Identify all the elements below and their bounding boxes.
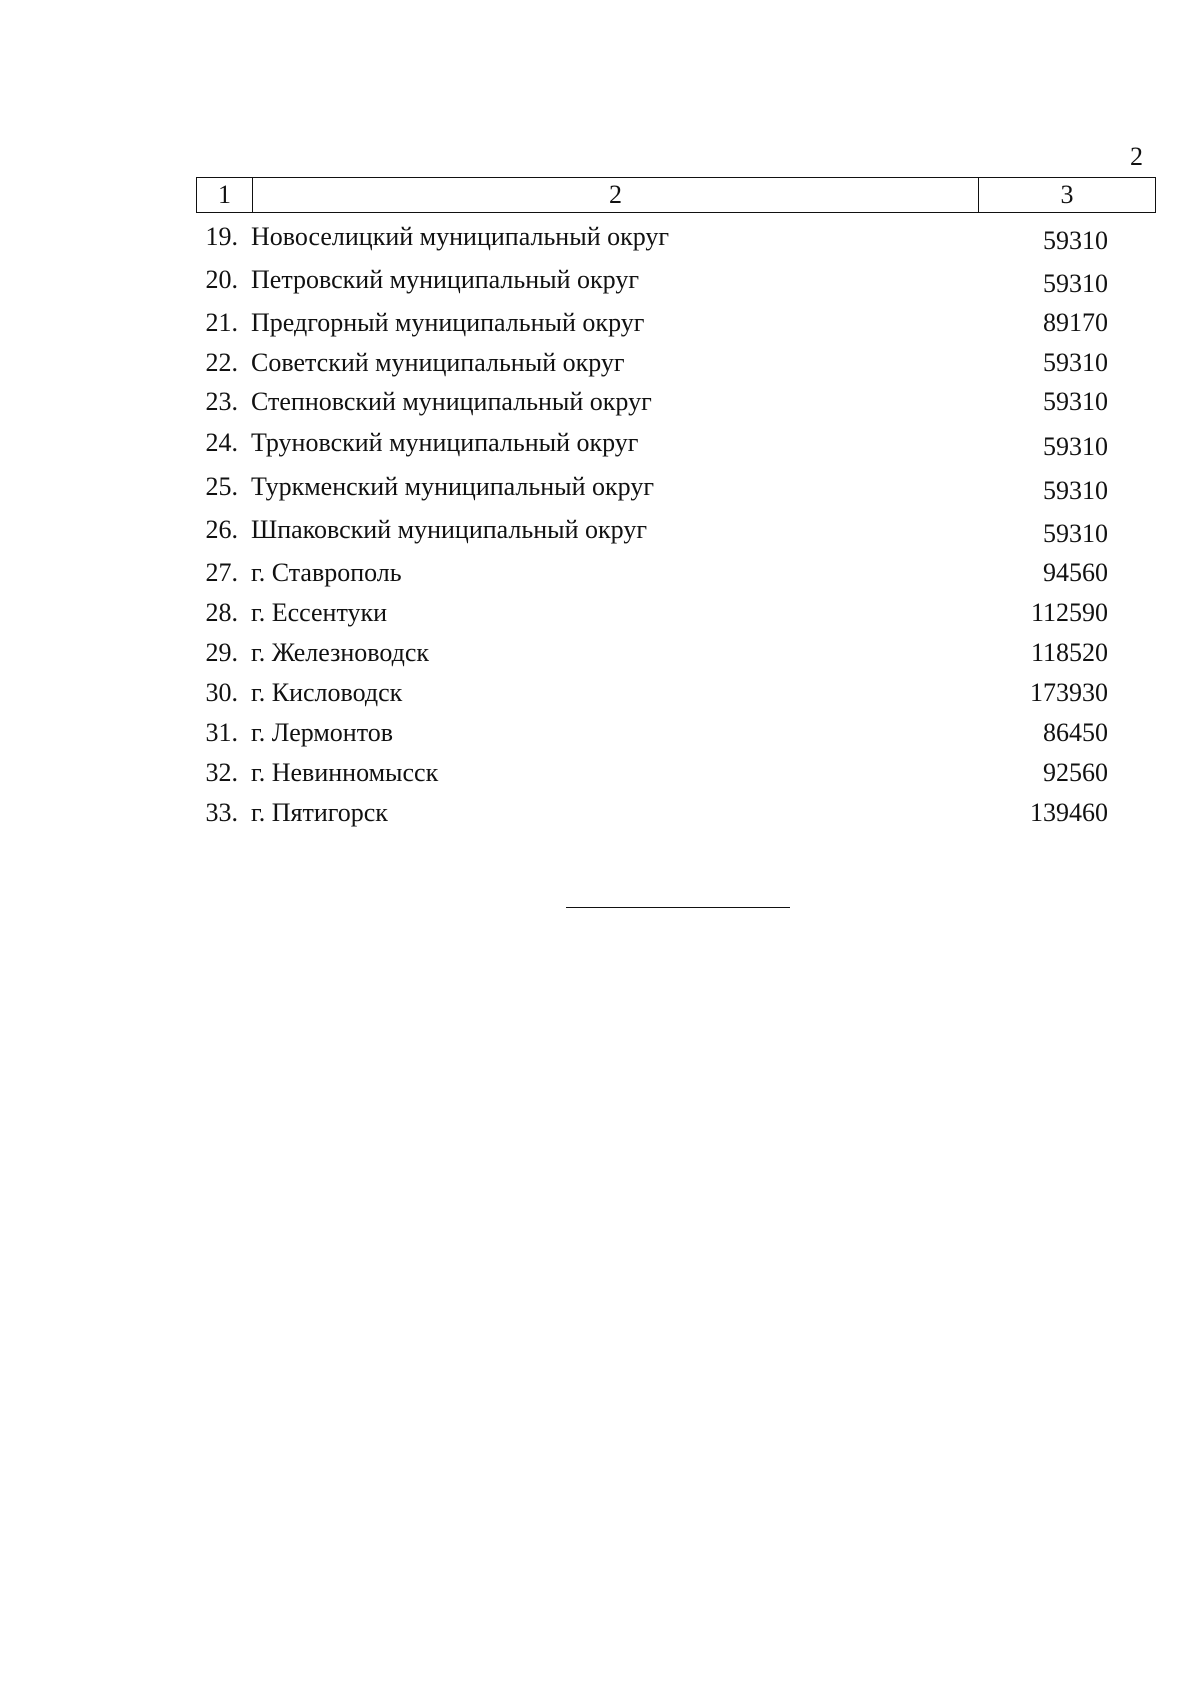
row-number: 24. <box>205 428 238 457</box>
row-name: Петровский муниципальный округ <box>251 265 639 294</box>
row-name: г. Железноводск <box>251 638 430 667</box>
row-number: 20. <box>205 265 238 294</box>
row-name: Предгорный муниципальный округ <box>251 308 645 337</box>
table-row <box>0 717 1200 749</box>
table-header <box>196 177 1156 213</box>
table-row <box>0 557 1200 589</box>
end-of-document-rule <box>566 907 790 908</box>
row-name: Новоселицкий муниципальный округ <box>251 222 670 251</box>
row-value: 59310 <box>1043 226 1108 255</box>
row-name: Труновский муниципальный округ <box>251 428 639 457</box>
row-name: г. Лермонтов <box>251 718 393 747</box>
row-number: 31. <box>205 718 238 747</box>
row-name: Шпаковский муниципальный округ <box>251 515 647 544</box>
row-value: 89170 <box>1043 308 1108 337</box>
header-cell-name: 2 <box>253 178 979 212</box>
table-row <box>0 427 1200 459</box>
table-row <box>0 797 1200 829</box>
row-value: 59310 <box>1043 269 1108 298</box>
table-row <box>0 514 1200 546</box>
row-name: Советский муниципальный округ <box>251 348 625 377</box>
row-number: 29. <box>205 638 238 667</box>
table-row <box>0 307 1200 339</box>
row-value: 59310 <box>1043 519 1108 548</box>
row-value: 86450 <box>1043 718 1108 747</box>
row-number: 21. <box>205 308 238 337</box>
table-row <box>0 677 1200 709</box>
row-value: 118520 <box>1030 638 1108 667</box>
row-value: 59310 <box>1043 387 1108 416</box>
row-number: 22. <box>205 348 238 377</box>
table-row <box>0 264 1200 296</box>
row-name: Туркменский муниципальный округ <box>251 472 654 501</box>
row-value: 59310 <box>1043 476 1108 505</box>
row-name: Степновский муниципальный округ <box>251 387 652 416</box>
table-row <box>0 386 1200 418</box>
header-cell-number: 1 <box>197 178 253 212</box>
row-value: 92560 <box>1043 758 1108 787</box>
row-number: 19. <box>205 222 238 251</box>
table-row <box>0 221 1200 253</box>
row-name: г. Кисловодск <box>251 678 403 707</box>
row-name: г. Невинномысск <box>251 758 439 787</box>
row-number: 26. <box>205 515 238 544</box>
row-value: 59310 <box>1043 348 1108 377</box>
row-value: 112590 <box>1030 598 1108 627</box>
table-row <box>0 597 1200 629</box>
row-value: 94560 <box>1043 558 1108 587</box>
page-number: 2 <box>1130 142 1143 171</box>
row-number: 25. <box>205 472 238 501</box>
table-row <box>0 347 1200 379</box>
row-number: 23. <box>205 387 238 416</box>
row-number: 28. <box>205 598 238 627</box>
table-row <box>0 757 1200 789</box>
table-row <box>0 471 1200 503</box>
header-cell-value: 3 <box>1060 180 1074 209</box>
row-name: г. Пятигорск <box>251 798 388 827</box>
row-name: г. Ессентуки <box>251 598 388 627</box>
row-value: 139460 <box>1030 798 1108 827</box>
row-name: г. Ставрополь <box>251 558 402 587</box>
row-value: 59310 <box>1043 432 1108 461</box>
row-number: 27. <box>205 558 238 587</box>
row-value: 173930 <box>1030 678 1108 707</box>
row-number: 33. <box>205 798 238 827</box>
table-row <box>0 637 1200 669</box>
row-number: 30. <box>205 678 238 707</box>
row-number: 32. <box>205 758 238 787</box>
